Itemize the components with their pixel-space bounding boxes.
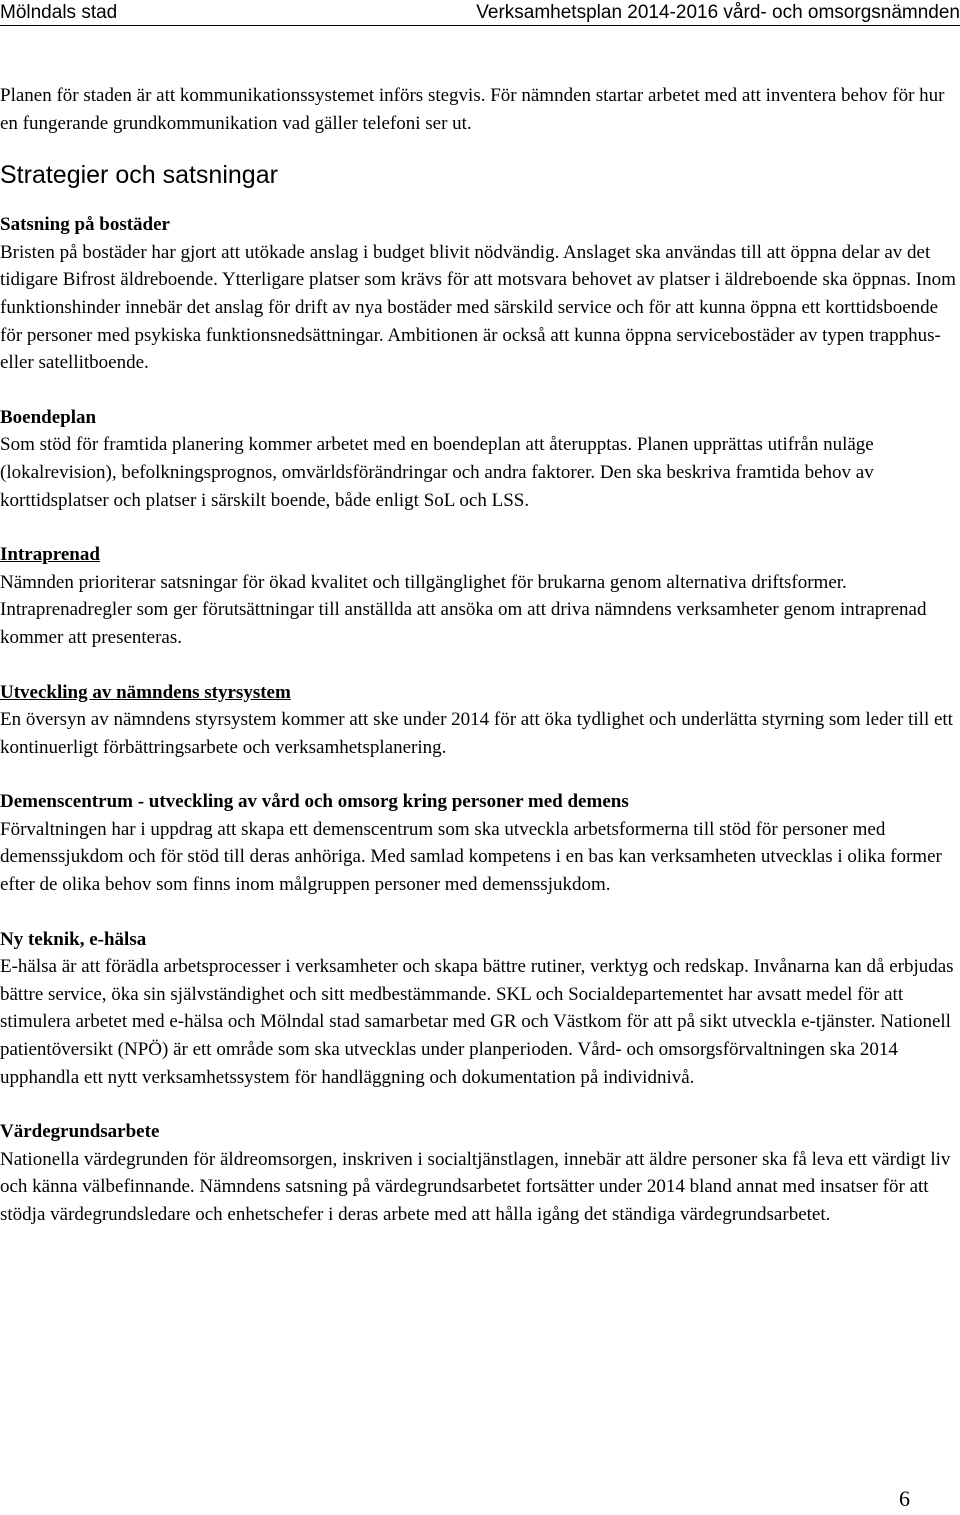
section-title: Strategier och satsningar <box>0 161 278 190</box>
section-demenscentrum <box>0 788 960 898</box>
section-heading: Ny teknik, e-hälsa <box>0 928 147 950</box>
section-body: Nationella värdegrunden för äldreomsorgen, inskriven i socialtjänstlagen, innebär att äldre personer ska få leva ett värdigt liv och känna välbefinnande. Nämndens satsning på värdegrundsarbetet fortsätter under 2014 bland annat med insatser för att stödja värdegrundsledare och enhetschefer i deras arbete med att hålla igång det ständiga värdegrundsarbetet. <box>0 1148 951 1225</box>
section-heading: Intraprenad <box>0 544 100 566</box>
section-heading: Demenscentrum - utveckling av vård och omsorg kring personer med demens <box>0 791 629 813</box>
section-intraprenad <box>0 541 960 651</box>
section-heading: Utveckling av nämndens styrsystem <box>0 681 291 703</box>
section-body: Nämnden prioriterar satsningar för ökad kvalitet och tillgänglighet för brukarna genom alternativa driftsformer. Intraprenadregler som ger förutsättningar till anställda att ansöka om att driva nämndens verksamheter genom intraprenad kommer att presenteras. <box>0 571 927 648</box>
section-heading: Satsning på bostäder <box>0 214 170 236</box>
section-body: Förvaltningen har i uppdrag att skapa ett demenscentrum som ska utveckla arbetsformerna till stöd för personer med demenssjukdom och för stöd till deras anhöriga. Med samlad kompetens i en bas kan verksamheten utvecklas i olika former efter de olika behov som finns inom målgruppen personer med demenssjukdom. <box>0 818 942 896</box>
section-body: En översyn av nämndens styrsystem kommer att ske under 2014 för att öka tydlighet och underlätta styrning som leder till ett kontinuerligt förbättringsarbete och verksamhetsplanering. <box>0 709 953 758</box>
page-header <box>0 0 960 26</box>
section-body: E-hälsa är att förädla arbetsprocesser i verksamheter och skapa bättre rutiner, verktyg och redskap. Invånarna kan då erbjudas bättre service, öka sin självständighet och sitt medbestämmande. SKL och Socialdepartementet har avsatt medel för att stimulera arbetet med e-hälsa och Mölndal stad samarbetar med GR och Västkom för att på sikt utveckla e-tjänster. Nationell patientöversikt (NPÖ) är ett område som ska utvecklas under planperioden. Vård- och omsorgsförvaltningen ska 2014 upphandla ett nytt verksamhetssystem för handläggning och dokumentation på individnivå. <box>0 956 954 1088</box>
section-styrsystem <box>0 679 960 762</box>
section-ny-teknik-e-halsa <box>0 926 960 1092</box>
section-body: Bristen på bostäder har gjort att utökade anslag i budget blivit nödvändig. Anslaget ska användas till att öppna delar av det tidigare Bifrost äldreboende. Ytterligare platser som krävs för att motsvara behovet av platser i äldreboende ska öppnas. Inom funktionshinder innebär det anslag för drift av nya bostäder med särskild service och för att kunna öppna ett korttidsboende för personer med psykiska funktionsnedsättningar. Ambitionen är också att kunna öppna servicebostäder av typen trapphus- eller satellitboende. <box>0 241 956 374</box>
intro-paragraph: Planen för staden är att kommunikationssystemet införs stegvis. För nämnden startar arbetet med att inventera behov för hur en fungerande grundkommunikation vad gäller telefoni ser ut. <box>0 85 945 134</box>
page-content <box>0 82 960 1256</box>
section-body: Som stöd för framtida planering kommer arbetet med en boendeplan att återupptas. Planen upprättas utifrån nuläge (lokalrevision), befolkningsprognos, omvärldsförändringar och andra faktorer. Den ska beskriva framtida behov av korttidsplatser och platser i särskilt boende, både enligt SoL och LSS. <box>0 434 874 511</box>
header-document-title: Verksamhetsplan 2014-2016 vård- och omsorgsnämnden <box>476 2 960 23</box>
page-number: 6 <box>899 1486 910 1511</box>
section-vardegrundsarbete <box>0 1118 960 1228</box>
section-satsning-pa-bostader <box>0 211 960 377</box>
header-org-name: Mölndals stad <box>0 2 118 23</box>
section-heading: Boendeplan <box>0 406 97 428</box>
section-boendeplan <box>0 404 960 514</box>
section-heading: Värdegrundsarbete <box>0 1121 160 1143</box>
